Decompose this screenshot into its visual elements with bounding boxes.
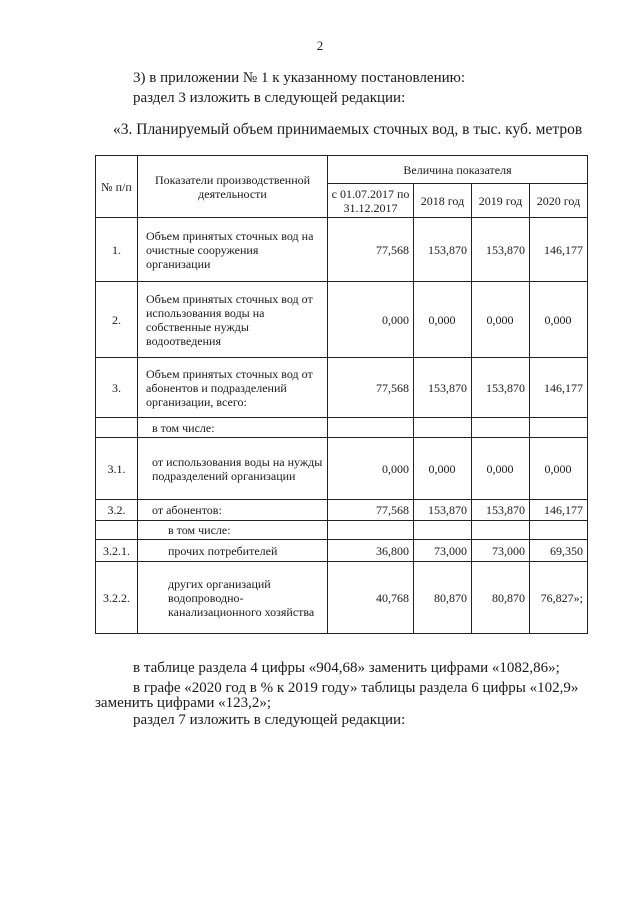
wastewater-volume-table — [95, 155, 588, 634]
row-indicator: от абонентов: — [138, 500, 328, 521]
row-value: 69,350 — [530, 540, 588, 562]
after-line-1: в таблице раздела 4 цифры «904,68» заменить цифрами «1082,86»; — [133, 660, 560, 676]
after-line-3: заменить цифрами «123,2»; — [95, 695, 272, 711]
table-row — [96, 540, 588, 562]
row-value: 153,870 — [414, 358, 472, 418]
row-indicator: Объем принятых сточных вод от использования воды на собственные нужды водоотведения — [138, 282, 328, 358]
table-row — [96, 418, 588, 438]
after-line-4: раздел 7 изложить в следующей редакции: — [133, 712, 406, 728]
row-value: 80,870 — [472, 562, 530, 634]
row-value: 0,000 — [328, 282, 414, 358]
row-value — [328, 521, 414, 540]
row-number: 3. — [96, 358, 138, 418]
header-period: 2018 год — [414, 184, 472, 218]
row-value — [414, 521, 472, 540]
table-row — [96, 562, 588, 634]
header-period: с 01.07.2017 по 31.12.2017 — [328, 184, 414, 218]
row-number: 1. — [96, 218, 138, 282]
row-indicator: от использования воды на нужды подразделений организации — [138, 438, 328, 500]
row-value: 0,000 — [530, 438, 588, 500]
row-indicator: других организаций водопроводно-канализационного хозяйства — [138, 562, 328, 634]
table-row — [96, 358, 588, 418]
row-value: 80,870 — [414, 562, 472, 634]
row-value: 77,568 — [328, 358, 414, 418]
table-row — [96, 438, 588, 500]
row-value — [472, 521, 530, 540]
row-value: 153,870 — [472, 500, 530, 521]
row-indicator: в том числе: — [138, 418, 328, 438]
row-value: 73,000 — [414, 540, 472, 562]
row-indicator: Объем принятых сточных вод от абонентов и подразделений организации, всего: — [138, 358, 328, 418]
row-value: 73,000 — [472, 540, 530, 562]
row-value: 153,870 — [472, 358, 530, 418]
intro-line-2: раздел 3 изложить в следующей редакции: — [133, 90, 406, 106]
row-value: 153,870 — [414, 500, 472, 521]
header-indicator: Показатели производственной деятельности — [138, 156, 328, 218]
row-value: 0,000 — [530, 282, 588, 358]
table-row — [96, 218, 588, 282]
row-number — [96, 521, 138, 540]
row-value: 40,768 — [328, 562, 414, 634]
row-value: 36,800 — [328, 540, 414, 562]
row-value: 77,568 — [328, 218, 414, 282]
header-num: № п/п — [96, 156, 138, 218]
row-value: 146,177 — [530, 500, 588, 521]
row-value: 146,177 — [530, 358, 588, 418]
row-value: 153,870 — [472, 218, 530, 282]
row-value: 77,568 — [328, 500, 414, 521]
after-line-2: в графе «2020 год в % к 2019 году» таблицы раздела 6 цифры «102,9» — [133, 680, 579, 696]
header-value-group: Величина показателя — [328, 156, 588, 184]
row-number: 3.2. — [96, 500, 138, 521]
header-period: 2019 год — [472, 184, 530, 218]
header-period: 2020 год — [530, 184, 588, 218]
table-row — [96, 500, 588, 521]
row-indicator: в том числе: — [138, 521, 328, 540]
section-heading: «3. Планируемый объем принимаемых сточных вод, в тыс. куб. метров — [113, 121, 583, 138]
row-number: 3.2.2. — [96, 562, 138, 634]
row-value — [530, 418, 588, 438]
row-value: 76,827»; — [530, 562, 588, 634]
intro-line-1: 3) в приложении № 1 к указанному постановлению: — [133, 70, 465, 86]
row-number: 3.1. — [96, 438, 138, 500]
row-value: 0,000 — [414, 438, 472, 500]
table-row — [96, 282, 588, 358]
row-value: 146,177 — [530, 218, 588, 282]
row-value — [328, 418, 414, 438]
page-number: 2 — [316, 38, 324, 53]
row-value — [472, 418, 530, 438]
table-row — [96, 521, 588, 540]
row-indicator: Объем принятых сточных вод на очистные сооружения организации — [138, 218, 328, 282]
row-value — [530, 521, 588, 540]
row-value: 0,000 — [328, 438, 414, 500]
row-number: 3.2.1. — [96, 540, 138, 562]
row-number — [96, 418, 138, 438]
row-value: 153,870 — [414, 218, 472, 282]
row-value — [414, 418, 472, 438]
row-value: 0,000 — [414, 282, 472, 358]
row-value: 0,000 — [472, 438, 530, 500]
row-value: 0,000 — [472, 282, 530, 358]
row-indicator: прочих потребителей — [138, 540, 328, 562]
row-number: 2. — [96, 282, 138, 358]
